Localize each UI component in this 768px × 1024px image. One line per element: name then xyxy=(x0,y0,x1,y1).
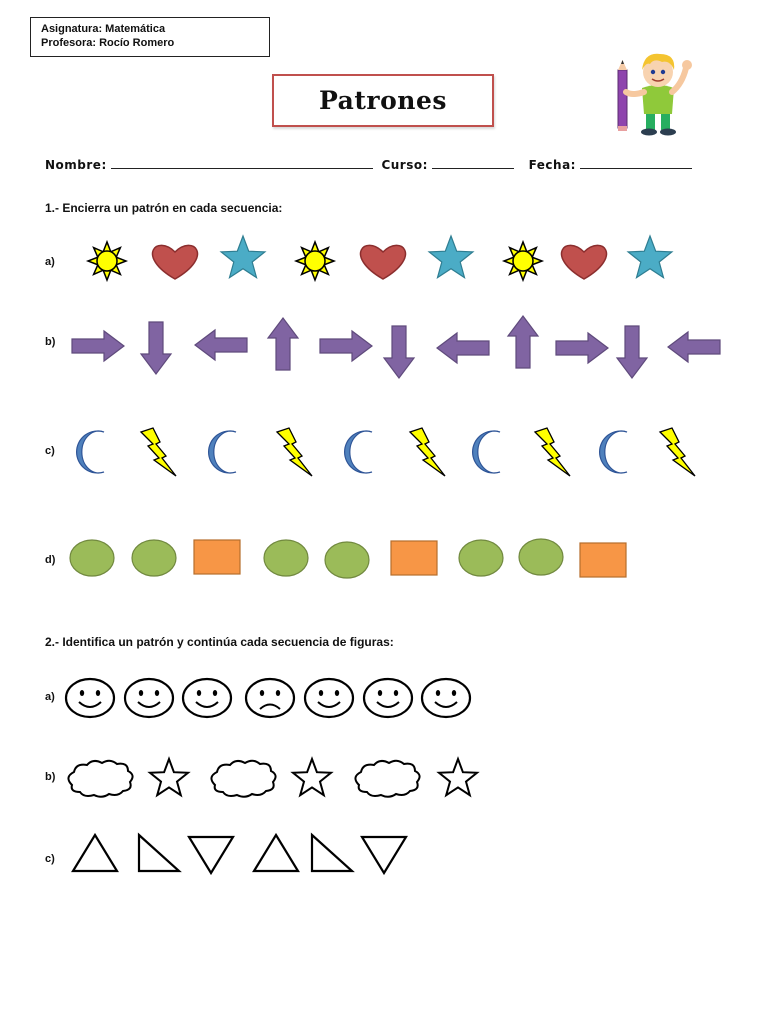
arrow-left-icon xyxy=(668,332,720,362)
moon-icon xyxy=(209,431,236,473)
happy-face-icon xyxy=(364,679,412,717)
happy-face-icon xyxy=(66,679,114,717)
arrow-right-icon xyxy=(556,333,608,363)
orange-square-icon xyxy=(580,543,626,577)
triangle-right-icon xyxy=(312,835,352,871)
lightning-icon xyxy=(141,428,176,476)
arrow-right-icon xyxy=(320,331,372,361)
arrow-left-icon xyxy=(195,330,247,360)
q1-row-d-label: d) xyxy=(45,554,56,566)
heart-icon xyxy=(153,245,198,279)
triangle-up-icon xyxy=(254,835,298,871)
happy-face-icon xyxy=(183,679,231,717)
q1-row-a-label: a) xyxy=(45,256,55,268)
moon-icon xyxy=(77,431,104,473)
green-circle-icon xyxy=(519,539,563,575)
name-label: Nombre: xyxy=(45,158,107,172)
heart-icon xyxy=(562,245,607,279)
star-icon xyxy=(628,236,672,278)
question-2-text: 2.- Identifica un patrón y continúa cada secuencia de figuras: xyxy=(45,635,394,649)
sun-icon xyxy=(504,242,542,280)
star-icon xyxy=(293,759,331,795)
lightning-icon xyxy=(660,428,695,476)
sad-face-icon xyxy=(246,679,294,717)
arrow-down-icon xyxy=(617,326,647,378)
green-circle-icon xyxy=(70,540,114,576)
cloud-icon xyxy=(211,761,275,797)
star-icon xyxy=(429,236,473,278)
q2-row-b-label: b) xyxy=(45,771,56,783)
moon-icon xyxy=(345,431,372,473)
lightning-icon xyxy=(535,428,570,476)
triangle-down-icon xyxy=(362,837,406,873)
arrow-up-icon xyxy=(268,318,298,370)
green-circle-icon xyxy=(264,540,308,576)
course-label: Curso: xyxy=(381,158,428,172)
sun-icon xyxy=(88,242,126,280)
arrow-down-icon xyxy=(141,322,171,374)
green-circle-icon xyxy=(459,540,503,576)
q2-row-a-label: a) xyxy=(45,691,55,703)
cloud-icon xyxy=(68,761,132,797)
q2-row-c-label: c) xyxy=(45,853,55,865)
triangle-down-icon xyxy=(189,837,233,873)
happy-face-icon xyxy=(422,679,470,717)
date-label: Fecha: xyxy=(528,158,576,172)
subject-text: Asignatura: Matemática xyxy=(41,23,166,35)
cloud-icon xyxy=(355,761,419,797)
teacher-text: Profesora: Rocío Romero xyxy=(41,37,175,49)
q1-row-b-label: b) xyxy=(45,336,56,348)
arrow-left-icon xyxy=(437,333,489,363)
moon-icon xyxy=(473,431,500,473)
sun-icon xyxy=(296,242,334,280)
happy-face-icon xyxy=(125,679,173,717)
moon-icon xyxy=(600,431,627,473)
star-icon xyxy=(439,759,477,795)
page-title: Patrones xyxy=(319,86,447,115)
star-icon xyxy=(221,236,265,278)
green-circle-icon xyxy=(325,542,369,578)
orange-square-icon xyxy=(194,540,240,574)
q1-row-c-label: c) xyxy=(45,445,55,457)
arrow-up-icon xyxy=(508,316,538,368)
green-circle-icon xyxy=(132,540,176,576)
arrow-right-icon xyxy=(72,331,124,361)
lightning-icon xyxy=(410,428,445,476)
happy-face-icon xyxy=(305,679,353,717)
heart-icon xyxy=(361,245,406,279)
question-1-text: 1.- Encierra un patrón en cada secuencia: xyxy=(45,201,283,215)
star-icon xyxy=(150,759,188,795)
orange-square-icon xyxy=(391,541,437,575)
triangle-right-icon xyxy=(139,835,179,871)
triangle-up-icon xyxy=(73,835,117,871)
lightning-icon xyxy=(277,428,312,476)
arrow-down-icon xyxy=(384,326,414,378)
